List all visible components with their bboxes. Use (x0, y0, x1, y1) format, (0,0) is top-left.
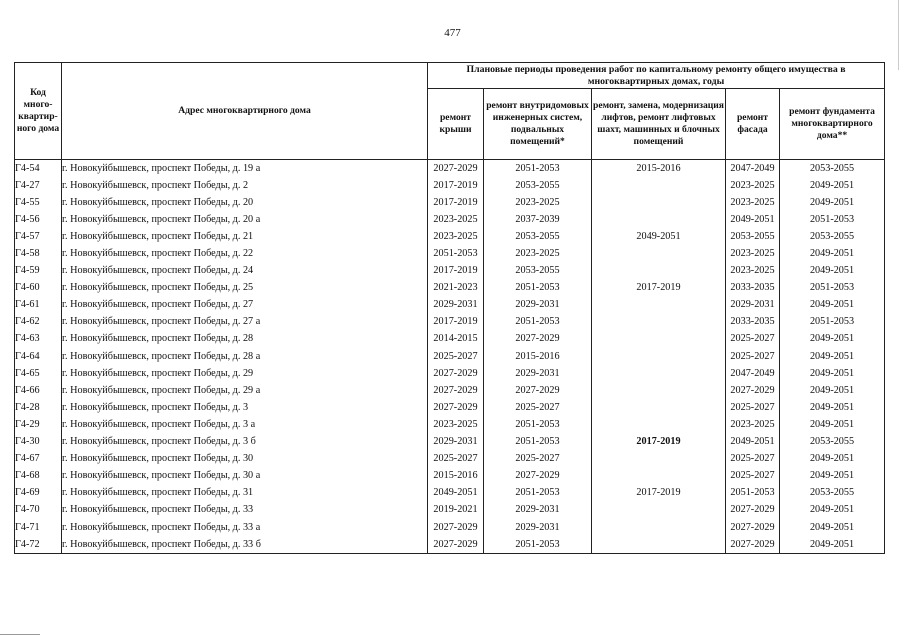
row-roof: 2017-2019 (428, 314, 484, 331)
row-code: Г4-62 (15, 314, 62, 331)
row-foundation: 2049-2051 (780, 399, 885, 416)
row-systems: 2053-2055 (484, 228, 592, 245)
header-address: Адрес многоквартирного дома (62, 63, 428, 160)
row-facade: 2025-2027 (726, 331, 780, 348)
row-facade: 2025-2027 (726, 468, 780, 485)
row-systems: 2051-2053 (484, 160, 592, 178)
row-code: Г4-67 (15, 451, 62, 468)
row-lifts (592, 502, 726, 519)
row-systems: 2023-2025 (484, 245, 592, 262)
row-code: Г4-64 (15, 348, 62, 365)
row-address: г. Новокуйбышевск, проспект Победы, д. 27 а (62, 314, 428, 331)
row-systems: 2051-2053 (484, 280, 592, 297)
row-address: г. Новокуйбышевск, проспект Победы, д. 30 а (62, 468, 428, 485)
row-systems: 2053-2055 (484, 263, 592, 280)
row-lifts (592, 468, 726, 485)
row-roof: 2029-2031 (428, 297, 484, 314)
row-foundation: 2049-2051 (780, 331, 885, 348)
row-lifts (592, 211, 726, 228)
table-row (15, 434, 885, 451)
row-foundation: 2049-2051 (780, 263, 885, 280)
row-roof: 2027-2029 (428, 536, 484, 554)
row-roof: 2027-2029 (428, 365, 484, 382)
row-roof: 2017-2019 (428, 177, 484, 194)
row-foundation: 2049-2051 (780, 348, 885, 365)
row-roof: 2023-2025 (428, 416, 484, 433)
row-facade: 2023-2025 (726, 177, 780, 194)
table-row (15, 382, 885, 399)
row-foundation: 2049-2051 (780, 502, 885, 519)
row-lifts: 2017-2019 (592, 434, 726, 451)
row-roof: 2025-2027 (428, 348, 484, 365)
capital-repair-table (14, 62, 885, 554)
row-address: г. Новокуйбышевск, проспект Победы, д. 29 а (62, 382, 428, 399)
row-address: г. Новокуйбышевск, проспект Победы, д. 28 (62, 331, 428, 348)
row-foundation: 2049-2051 (780, 416, 885, 433)
page-number: 477 (444, 27, 461, 39)
row-roof: 2029-2031 (428, 434, 484, 451)
row-address: г. Новокуйбышевск, проспект Победы, д. 31 (62, 485, 428, 502)
row-code: Г4-56 (15, 211, 62, 228)
row-address: г. Новокуйбышевск, проспект Победы, д. 25 (62, 280, 428, 297)
row-address: г. Новокуйбышевск, проспект Победы, д. 33 а (62, 519, 428, 536)
row-lifts (592, 177, 726, 194)
row-systems: 2027-2029 (484, 331, 592, 348)
row-systems: 2027-2029 (484, 382, 592, 399)
row-foundation: 2049-2051 (780, 468, 885, 485)
table-row (15, 348, 885, 365)
row-code: Г4-71 (15, 519, 62, 536)
row-code: Г4-58 (15, 245, 62, 262)
row-foundation: 2051-2053 (780, 314, 885, 331)
row-address: г. Новокуйбышевск, проспект Победы, д. 30 (62, 451, 428, 468)
row-systems: 2051-2053 (484, 314, 592, 331)
row-facade: 2047-2049 (726, 365, 780, 382)
row-lifts (592, 314, 726, 331)
row-roof: 2019-2021 (428, 502, 484, 519)
row-roof: 2025-2027 (428, 451, 484, 468)
row-code: Г4-27 (15, 177, 62, 194)
row-code: Г4-63 (15, 331, 62, 348)
row-facade: 2049-2051 (726, 434, 780, 451)
row-systems: 2053-2055 (484, 177, 592, 194)
table-row (15, 399, 885, 416)
row-facade: 2033-2035 (726, 314, 780, 331)
row-facade: 2027-2029 (726, 502, 780, 519)
table-row (15, 314, 885, 331)
table-row (15, 245, 885, 262)
row-address: г. Новокуйбышевск, проспект Победы, д. 20 а (62, 211, 428, 228)
row-roof: 2014-2015 (428, 331, 484, 348)
table-row (15, 468, 885, 485)
table-row (15, 519, 885, 536)
row-lifts (592, 399, 726, 416)
row-roof: 2015-2016 (428, 468, 484, 485)
row-code: Г4-66 (15, 382, 62, 399)
row-roof: 2023-2025 (428, 211, 484, 228)
row-lifts (592, 194, 726, 211)
row-lifts: 2017-2019 (592, 485, 726, 502)
footnote-divider (0, 634, 40, 635)
row-facade: 2027-2029 (726, 519, 780, 536)
row-foundation: 2049-2051 (780, 245, 885, 262)
row-lifts: 2017-2019 (592, 280, 726, 297)
row-lifts (592, 348, 726, 365)
header-group: Плановые периоды проведения работ по капитальному ремонту общего имущества в многоквартирных домах, годы (428, 63, 885, 89)
row-facade: 2051-2053 (726, 485, 780, 502)
row-address: г. Новокуйбышевск, проспект Победы, д. 2 (62, 177, 428, 194)
row-address: г. Новокуйбышевск, проспект Победы, д. 33 (62, 502, 428, 519)
row-lifts: 2015-2016 (592, 160, 726, 178)
row-facade: 2025-2027 (726, 399, 780, 416)
row-address: г. Новокуйбышевск, проспект Победы, д. 21 (62, 228, 428, 245)
row-code: Г4-59 (15, 263, 62, 280)
row-address: г. Новокуйбышевск, проспект Победы, д. 19 а (62, 160, 428, 178)
row-address: г. Новокуйбышевск, проспект Победы, д. 24 (62, 263, 428, 280)
row-roof: 2017-2019 (428, 194, 484, 211)
row-facade: 2033-2035 (726, 280, 780, 297)
row-systems: 2015-2016 (484, 348, 592, 365)
table-row (15, 297, 885, 314)
row-code: Г4-54 (15, 160, 62, 178)
row-roof: 2051-2053 (428, 245, 484, 262)
row-facade: 2025-2027 (726, 451, 780, 468)
row-foundation: 2053-2055 (780, 160, 885, 178)
row-foundation: 2049-2051 (780, 519, 885, 536)
table-row (15, 502, 885, 519)
row-systems: 2029-2031 (484, 365, 592, 382)
row-roof: 2027-2029 (428, 399, 484, 416)
row-foundation: 2049-2051 (780, 451, 885, 468)
row-foundation: 2049-2051 (780, 382, 885, 399)
table-row (15, 263, 885, 280)
row-systems: 2051-2053 (484, 536, 592, 554)
row-code: Г4-68 (15, 468, 62, 485)
row-code: Г4-60 (15, 280, 62, 297)
header-facade: ремонт фасада (726, 89, 780, 160)
row-systems: 2051-2053 (484, 416, 592, 433)
row-lifts (592, 382, 726, 399)
row-address: г. Новокуйбышевск, проспект Победы, д. 3 б (62, 434, 428, 451)
row-roof: 2049-2051 (428, 485, 484, 502)
row-address: г. Новокуйбышевск, проспект Победы, д. 20 (62, 194, 428, 211)
row-facade: 2023-2025 (726, 416, 780, 433)
row-facade: 2023-2025 (726, 245, 780, 262)
table-row (15, 485, 885, 502)
header-systems: ремонт внутридомовых инженерных систем, подвальных помещений* (484, 89, 592, 160)
header-code: Код много-квартир-ного дома (15, 63, 62, 160)
row-roof: 2027-2029 (428, 519, 484, 536)
row-facade: 2053-2055 (726, 228, 780, 245)
row-foundation: 2049-2051 (780, 365, 885, 382)
row-systems: 2029-2031 (484, 502, 592, 519)
row-foundation: 2053-2055 (780, 434, 885, 451)
row-lifts (592, 519, 726, 536)
row-address: г. Новокуйбышевск, проспект Победы, д. 3 (62, 399, 428, 416)
row-address: г. Новокуйбышевск, проспект Победы, д. 33 б (62, 536, 428, 554)
row-foundation: 2049-2051 (780, 177, 885, 194)
row-facade: 2023-2025 (726, 194, 780, 211)
row-code: Г4-57 (15, 228, 62, 245)
row-roof: 2017-2019 (428, 263, 484, 280)
row-address: г. Новокуйбышевск, проспект Победы, д. 29 (62, 365, 428, 382)
row-roof: 2021-2023 (428, 280, 484, 297)
row-foundation: 2051-2053 (780, 211, 885, 228)
header-lifts: ремонт, замена, модернизация лифтов, ремонт лифтовых шахт, машинных и блочных помещений (592, 89, 726, 160)
row-lifts (592, 416, 726, 433)
row-code: Г4-55 (15, 194, 62, 211)
row-facade: 2023-2025 (726, 263, 780, 280)
table-row (15, 177, 885, 194)
table-row (15, 331, 885, 348)
row-systems: 2051-2053 (484, 434, 592, 451)
row-systems: 2037-2039 (484, 211, 592, 228)
row-facade: 2025-2027 (726, 348, 780, 365)
row-facade: 2027-2029 (726, 382, 780, 399)
table-row (15, 365, 885, 382)
row-facade: 2029-2031 (726, 297, 780, 314)
table-body (15, 160, 885, 554)
row-lifts: 2049-2051 (592, 228, 726, 245)
row-systems: 2051-2053 (484, 485, 592, 502)
header-roof: ремонт крыши (428, 89, 484, 160)
table-row (15, 194, 885, 211)
row-systems: 2025-2027 (484, 451, 592, 468)
row-facade: 2049-2051 (726, 211, 780, 228)
row-code: Г4-61 (15, 297, 62, 314)
table-row (15, 160, 885, 178)
row-address: г. Новокуйбышевск, проспект Победы, д. 22 (62, 245, 428, 262)
row-lifts (592, 331, 726, 348)
row-facade: 2027-2029 (726, 536, 780, 554)
row-systems: 2029-2031 (484, 297, 592, 314)
row-code: Г4-65 (15, 365, 62, 382)
row-foundation: 2053-2055 (780, 485, 885, 502)
row-systems: 2029-2031 (484, 519, 592, 536)
row-lifts (592, 536, 726, 554)
row-lifts (592, 263, 726, 280)
table-row (15, 451, 885, 468)
table-row (15, 211, 885, 228)
row-roof: 2027-2029 (428, 160, 484, 178)
row-roof: 2023-2025 (428, 228, 484, 245)
row-facade: 2047-2049 (726, 160, 780, 178)
row-lifts (592, 365, 726, 382)
row-foundation: 2053-2055 (780, 228, 885, 245)
row-code: Г4-30 (15, 434, 62, 451)
header-foundation: ремонт фундамента многоквартирного дома** (780, 89, 885, 160)
row-systems: 2027-2029 (484, 468, 592, 485)
row-code: Г4-29 (15, 416, 62, 433)
row-code: Г4-70 (15, 502, 62, 519)
row-foundation: 2051-2053 (780, 280, 885, 297)
row-code: Г4-69 (15, 485, 62, 502)
table-row (15, 280, 885, 297)
row-foundation: 2049-2051 (780, 297, 885, 314)
row-lifts (592, 297, 726, 314)
table-row (15, 228, 885, 245)
row-foundation: 2049-2051 (780, 194, 885, 211)
row-foundation: 2049-2051 (780, 536, 885, 554)
row-address: г. Новокуйбышевск, проспект Победы, д. 27 (62, 297, 428, 314)
row-systems: 2023-2025 (484, 194, 592, 211)
row-address: г. Новокуйбышевск, проспект Победы, д. 3 а (62, 416, 428, 433)
table-row (15, 536, 885, 554)
row-lifts (592, 451, 726, 468)
row-lifts (592, 245, 726, 262)
row-code: Г4-28 (15, 399, 62, 416)
row-roof: 2027-2029 (428, 382, 484, 399)
row-address: г. Новокуйбышевск, проспект Победы, д. 28 а (62, 348, 428, 365)
row-code: Г4-72 (15, 536, 62, 554)
row-systems: 2025-2027 (484, 399, 592, 416)
table-row (15, 416, 885, 433)
